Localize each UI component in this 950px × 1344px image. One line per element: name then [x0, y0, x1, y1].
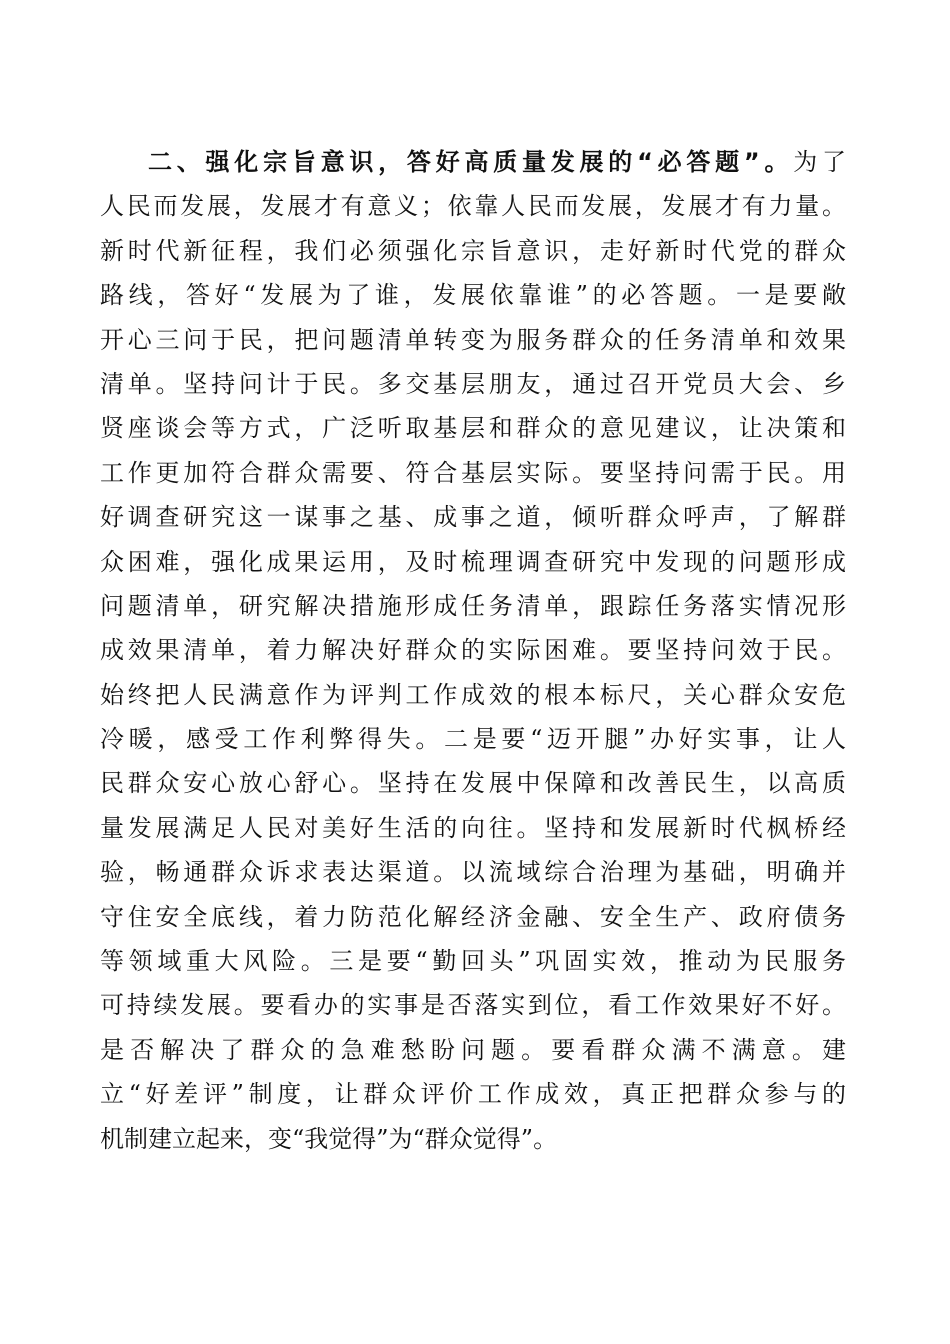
paragraph-line: 人民而发展，发展才有意义；依靠人民而发展，发展才有力量。 [100, 192, 846, 221]
paragraph-line: 工作更加符合群众需要、符合基层实际。要坚持问需于民。用 [100, 458, 846, 487]
paragraph-line: 守住安全底线，着力防范化解经济金融、安全生产、政府债务 [100, 902, 846, 931]
paragraph-line: 验，畅通群众诉求表达渠道。以流域综合治理为基础，明确并 [100, 858, 846, 887]
paragraph-line: 机制建立起来，变“我觉得”为“群众觉得”。 [100, 1124, 558, 1153]
paragraph-line [100, 140, 846, 184]
paragraph-line: 众困难，强化成果运用，及时梳理调查研究中发现的问题形成 [100, 547, 846, 576]
section-heading: 二、强化宗旨意识，答好高质量发展的“必答题”。 [148, 148, 794, 176]
paragraph-line: 立“好差评”制度，让群众评价工作成效，真正把群众参与的 [100, 1080, 846, 1109]
paragraph-line: 等领域重大风险。三是要“勤回头”巩固实效，推动为民服务 [100, 947, 846, 976]
paragraph-line: 开心三问于民，把问题清单转变为服务群众的任务清单和效果 [100, 325, 846, 354]
paragraph-line: 贤座谈会等方式，广泛听取基层和群众的意见建议，让决策和 [100, 414, 846, 443]
paragraph-line: 可持续发展。要看办的实事是否落实到位，看工作效果好不好。 [100, 991, 846, 1020]
paragraph-line: 民群众安心放心舒心。坚持在发展中保障和改善民生，以高质 [100, 769, 846, 798]
paragraph-line: 是否解决了群众的急难愁盼问题。要看群众满不满意。建 [100, 1035, 846, 1064]
paragraph-line: 始终把人民满意作为评判工作成效的根本标尺，关心群众安危 [100, 680, 846, 709]
heading-tail: 为了 [793, 148, 847, 176]
paragraph-line: 好调查研究这一谋事之基、成事之道，倾听群众呼声，了解群 [100, 503, 846, 532]
paragraph-line: 路线，答好“发展为了谁，发展依靠谁”的必答题。一是要敞 [100, 281, 846, 310]
paragraph-line: 清单。坚持问计于民。多交基层朋友，通过召开党员大会、乡 [100, 369, 846, 398]
document-body [100, 140, 846, 1161]
paragraph-line: 冷暖，感受工作利弊得失。二是要“迈开腿”办好实事，让人 [100, 725, 846, 754]
paragraph-line: 成效果清单，着力解决好群众的实际困难。要坚持问效于民。 [100, 636, 846, 665]
paragraph-line: 新时代新征程，我们必须强化宗旨意识，走好新时代党的群众 [100, 236, 846, 265]
paragraph-line: 问题清单，研究解决措施形成任务清单，跟踪任务落实情况形 [100, 591, 846, 620]
paragraph-line: 量发展满足人民对美好生活的向往。坚持和发展新时代枫桥经 [100, 813, 846, 842]
